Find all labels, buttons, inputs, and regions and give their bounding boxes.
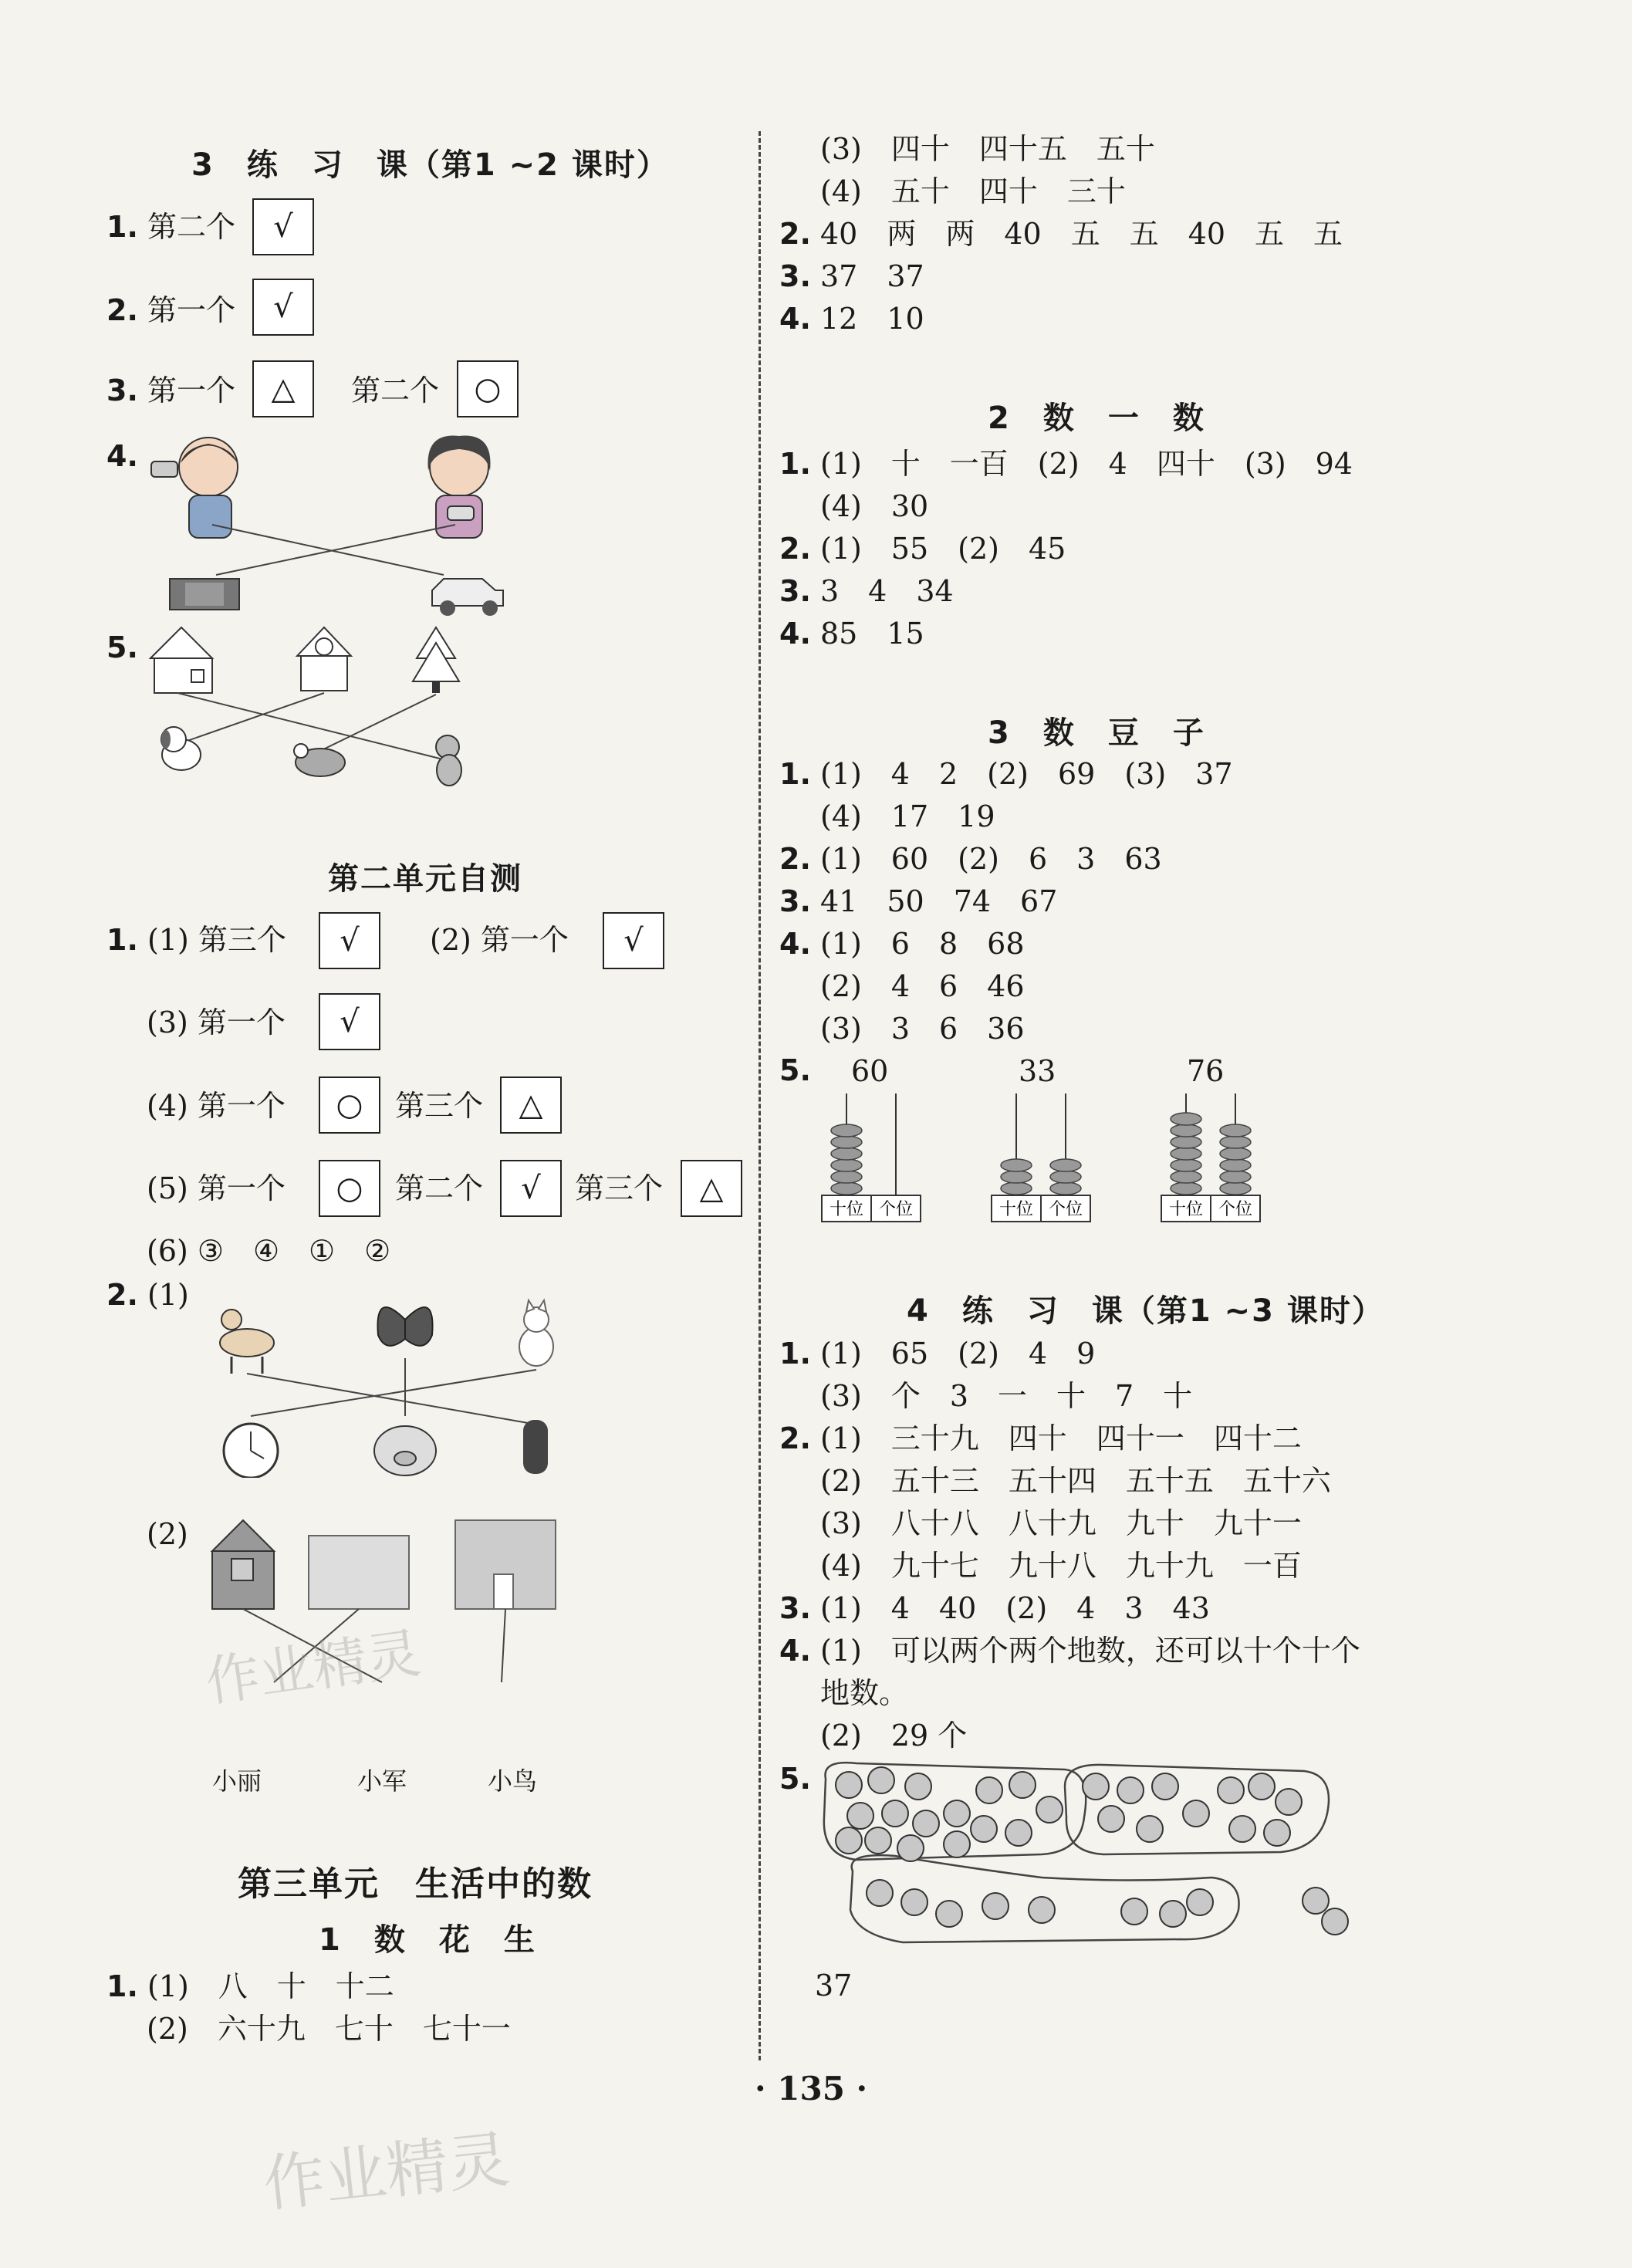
answer-box: △ (681, 1160, 742, 1217)
butterfly-illustration (377, 1307, 432, 1346)
answer-box: √ (252, 279, 314, 336)
answer-text: 12 10 (819, 302, 924, 336)
l-s1-q2 (106, 292, 235, 328)
l-s2-q1-p1 (106, 922, 286, 958)
answer-text: (3) 四十 四十五 五十 (820, 132, 1155, 166)
girl-illustration (428, 436, 491, 538)
q-num: 3. (779, 574, 811, 608)
bean (847, 1803, 873, 1829)
answer-text: 地数。 (820, 1676, 909, 1710)
q-num: 3. (779, 1591, 811, 1625)
r-s3-q3 (779, 884, 1057, 919)
bean (971, 1816, 997, 1842)
r-s4-q1 (779, 1336, 1095, 1371)
answer-text: (2) 五十三 五十四 五十五 五十六 (820, 1464, 1331, 1498)
answer-text: 37 37 (819, 259, 924, 293)
place-label: 个位 (1218, 1200, 1253, 1219)
place-label: 十位 (998, 1200, 1034, 1219)
q-num: 3. (106, 373, 138, 407)
matching-kids-toys (147, 432, 517, 625)
turtle-illustration (294, 744, 345, 776)
bean (1183, 1800, 1209, 1827)
l-s2-q1-p6 (147, 1233, 390, 1269)
part-tag: (6) (147, 1234, 188, 1268)
r-s3-q4 (779, 926, 1025, 962)
bean (1083, 1773, 1109, 1800)
section-title-count-peanuts: 1 数 花 生 (319, 1922, 536, 1958)
answer-text: (1) 65 (2) 4 9 (819, 1337, 1096, 1371)
q-num: 2. (779, 842, 811, 876)
l-s1-q3 (106, 373, 235, 408)
answer-text: (2) 4 6 46 (820, 969, 1025, 1003)
answer-box: △ (252, 360, 314, 417)
section-title-practice-1-3: 4 练 习 课（第1 ~3 课时） (907, 1293, 1384, 1329)
q-num: 3. (779, 259, 811, 293)
r-s2-q3 (779, 573, 954, 609)
l-s1-q1 (106, 209, 235, 245)
small-house-illustration (212, 1520, 274, 1609)
q-num: 1. (779, 757, 811, 791)
cat-illustration (519, 1300, 553, 1366)
answer-box: △ (500, 1077, 562, 1134)
abacus-bead (1050, 1182, 1081, 1195)
answer-text: 37 (815, 1969, 853, 2003)
answer-label: 第一个 (480, 923, 569, 957)
answer-text: (1) 4 2 (2) 69 (3) 37 (819, 757, 1233, 791)
bean (982, 1893, 1009, 1919)
bean (1160, 1901, 1186, 1927)
answer-text: (1) 可以两个两个地数，还可以十个十个 (819, 1634, 1360, 1668)
watermark: 作业精灵 (201, 1621, 425, 1715)
matching-animals-clocks (201, 1273, 586, 1478)
abacus-bead (1220, 1182, 1251, 1195)
answer-text: 41 50 74 67 (819, 884, 1058, 918)
answer-text: 85 15 (819, 617, 924, 651)
abacus-value: 33 (1019, 1054, 1056, 1088)
bean (976, 1777, 1002, 1803)
q-num: 2. (779, 1421, 811, 1455)
part-tag: (2) (430, 923, 471, 957)
answer-label: 第一个 (147, 293, 235, 327)
page-number: · 135 · (755, 2070, 868, 2107)
l-s2-q1-p3 (147, 1005, 286, 1040)
bean (1005, 1820, 1032, 1846)
abacus-bead (1171, 1113, 1201, 1125)
section-title-unit2-test: 第二单元自测 (328, 861, 522, 897)
answer-label: 第一个 (197, 1171, 286, 1205)
answer-text: (4) 17 19 (820, 799, 995, 833)
part-tag: (1) (147, 1278, 189, 1312)
abacus-group (814, 1053, 1292, 1227)
abacus-bead (1220, 1136, 1251, 1148)
match-line (216, 525, 455, 575)
bean (1117, 1777, 1144, 1803)
answer-label: 第一个 (197, 1089, 286, 1123)
abacus-bead (1001, 1159, 1032, 1171)
answer-text: (1) 4 40 (2) 4 3 43 (819, 1591, 1210, 1625)
part-tag: (1) (147, 923, 189, 957)
abacus-bead (1171, 1148, 1201, 1160)
r-s4-q2 (779, 1421, 1302, 1456)
answer-box: √ (319, 912, 380, 969)
q-num: 2. (779, 217, 811, 251)
matching-homes-animals (147, 624, 486, 801)
beans-grouping (810, 1756, 1412, 1949)
bean (1029, 1897, 1055, 1923)
answer-text: (1) 6 8 68 (819, 927, 1025, 961)
abacus-drawing (814, 1093, 1292, 1225)
bean (1276, 1789, 1302, 1815)
bean (1322, 1908, 1348, 1935)
answer-box: ○ (319, 1160, 380, 1217)
bean (944, 1831, 970, 1857)
answer-text: (2) 29 个 (820, 1719, 968, 1753)
name-label: 小军 (357, 1766, 407, 1796)
bean (901, 1889, 928, 1915)
abacus-bead (1171, 1159, 1201, 1171)
q-num: 1. (106, 923, 138, 957)
unit3-title: 第三单元 生活中的数 (238, 1864, 593, 1904)
bean (836, 1772, 862, 1798)
bean (936, 1901, 962, 1927)
r-s2-q2 (779, 531, 1066, 566)
r-top-q2 (779, 216, 1343, 252)
abacus-bead (831, 1148, 862, 1160)
name-label: 小鸟 (488, 1766, 538, 1796)
abacus-bead (1220, 1159, 1251, 1171)
abacus-bead (831, 1171, 862, 1183)
l-s2-q1-p4 (147, 1088, 286, 1124)
part-tag: (5) (147, 1171, 188, 1205)
answer-label: 第一个 (197, 1006, 286, 1039)
answer-box: √ (252, 198, 314, 255)
q-num: 5. (779, 1053, 811, 1087)
q-num: 2. (106, 1278, 138, 1312)
tree-illustration (413, 627, 459, 693)
answer-text: (1) 十 一百 (2) 4 四十 (3) 94 (819, 447, 1353, 481)
tower-building-illustration (455, 1520, 556, 1609)
section-title-count-one: 2 数 一 数 (988, 401, 1205, 436)
r-s2-q4 (779, 616, 924, 651)
abacus-bead (1001, 1171, 1032, 1183)
r-top-q4 (779, 301, 924, 336)
section-title-practice-1-2: 3 练 习 课（第1 ~2 课时） (191, 147, 669, 183)
answer-text: (1) 八 十 十二 (147, 1969, 394, 2003)
r-top-q3 (779, 259, 924, 294)
r-s4-q3 (779, 1590, 1210, 1626)
apartment-illustration (309, 1536, 409, 1609)
answer-box: ○ (457, 360, 519, 417)
answer-text: (2) 六十九 七十 七十一 (147, 2012, 511, 2046)
house-illustration (150, 627, 212, 693)
answer-text: (3) 个 3 一 十 7 十 (820, 1379, 1193, 1413)
q-num: 4. (106, 439, 138, 473)
answer-label: 第一个 (147, 373, 235, 407)
bean (865, 1827, 891, 1854)
abacus-bead (1001, 1182, 1032, 1195)
bean (1121, 1898, 1147, 1925)
q-num: 4. (779, 1634, 811, 1668)
answer-label: 第三个 (575, 1171, 664, 1205)
abacus-bead (1220, 1148, 1251, 1160)
answer-text: (3) 八十八 八十九 九十 九十一 (820, 1506, 1302, 1540)
bean (897, 1835, 924, 1861)
bean (836, 1827, 862, 1854)
bean (913, 1810, 939, 1837)
bean (1229, 1816, 1255, 1842)
bean (1218, 1777, 1244, 1803)
r-s2-q1 (779, 446, 1353, 482)
answer-box: √ (603, 912, 664, 969)
bean (1303, 1888, 1329, 1914)
place-label: 个位 (1048, 1200, 1083, 1219)
puppy-illustration (161, 727, 201, 770)
bean (1152, 1773, 1178, 1800)
place-label: 十位 (1168, 1200, 1204, 1219)
toy-block-illustration (170, 579, 239, 610)
toy-car-illustration (432, 579, 503, 616)
q-num: 3. (779, 884, 811, 918)
abacus-bead (1220, 1171, 1251, 1183)
section-title-count-beans: 3 数 豆 子 (988, 715, 1205, 751)
bean (1036, 1796, 1063, 1823)
r-s3-q2 (779, 841, 1162, 877)
name-label: 小丽 (212, 1766, 262, 1796)
match-line (212, 525, 444, 575)
abacus-bead (1171, 1171, 1201, 1183)
sausage-clock-illustration (523, 1420, 548, 1474)
q-num: 4. (779, 617, 811, 651)
abacus-bead (1171, 1136, 1201, 1148)
q-num: 4. (779, 927, 811, 961)
q-num: 1. (106, 210, 138, 244)
answer-text: (4) 九十七 九十八 九十九 一百 (820, 1549, 1302, 1583)
bean (882, 1800, 908, 1827)
q-num: 4. (779, 302, 811, 336)
answer-label: 第二个 (147, 210, 235, 244)
l-u3-q1-l1 (106, 1969, 394, 2004)
bean (905, 1773, 931, 1800)
q-num: 2. (779, 532, 811, 566)
q-num: 1. (779, 447, 811, 481)
part-tag: (2) (147, 1517, 188, 1551)
answer-label: 第二个 (351, 373, 440, 407)
pig-clock-illustration (374, 1426, 436, 1475)
abacus-bead (831, 1124, 862, 1137)
answer-text: (3) 3 6 36 (820, 1012, 1025, 1046)
bean (1009, 1772, 1036, 1798)
r-s3-q1 (779, 756, 1233, 792)
l-s2-q2-p1 (106, 1277, 189, 1313)
answer-text: (1) 三十九 四十 四十一 四十二 (819, 1421, 1302, 1455)
answer-box: ○ (319, 1077, 380, 1134)
abacus-bead (831, 1136, 862, 1148)
alarm-clock-illustration (224, 1424, 278, 1478)
answer-label: 第二个 (395, 1171, 484, 1205)
l-s2-q1-p5 (147, 1171, 286, 1206)
answer-box: √ (319, 993, 380, 1050)
place-label: 十位 (829, 1200, 864, 1219)
q-num: 1. (106, 1969, 138, 2003)
bean (867, 1880, 893, 1906)
answer-label: 第三个 (198, 923, 286, 957)
abacus-bead (1171, 1124, 1201, 1137)
answer-label: 第三个 (395, 1089, 484, 1123)
monkey-illustration (436, 735, 461, 786)
l-s2-q1-p2 (430, 922, 569, 958)
bean (944, 1800, 970, 1827)
answer-text: (4) 30 (820, 489, 929, 523)
abacus-bead (1171, 1182, 1201, 1195)
answer-text: (1) 60 (2) 6 3 63 (819, 842, 1162, 876)
answer-text: ③ ④ ① ② (197, 1234, 391, 1268)
answer-box: √ (500, 1160, 562, 1217)
bean (1137, 1816, 1163, 1842)
abacus-bead (1050, 1159, 1081, 1171)
q-num: 1. (779, 1337, 811, 1371)
abacus-bead (831, 1159, 862, 1171)
abacus-bead (1050, 1171, 1081, 1183)
answer-text: 40 两 两 40 五 五 40 五 五 (819, 217, 1343, 251)
abacus-value: 76 (1187, 1054, 1225, 1088)
bean (1264, 1820, 1290, 1846)
abacus-bead (1220, 1124, 1251, 1137)
place-label: 个位 (878, 1200, 914, 1219)
boy-illustration (151, 438, 238, 538)
watermark: 作业精灵 (259, 2123, 513, 2221)
birdhouse-illustration (297, 627, 351, 691)
bean (1098, 1806, 1124, 1832)
q-num: 5. (779, 1762, 811, 1796)
column-divider (759, 131, 761, 2060)
bean (1187, 1889, 1213, 1915)
answer-text: (4) 五十 四十 三十 (820, 174, 1126, 208)
r-s4-q4 (779, 1633, 1360, 1668)
abacus-bead (831, 1182, 862, 1195)
answer-text: 3 4 34 (819, 574, 954, 608)
bean (1248, 1773, 1275, 1800)
bean (868, 1767, 894, 1793)
part-tag: (4) (147, 1089, 188, 1123)
q-num: 5. (106, 630, 138, 664)
q-num: 2. (106, 293, 138, 327)
deer-illustration (220, 1310, 274, 1374)
answer-text: (1) 55 (2) 45 (819, 532, 1066, 566)
part-tag: (3) (147, 1006, 188, 1039)
abacus-value: 60 (851, 1054, 889, 1088)
